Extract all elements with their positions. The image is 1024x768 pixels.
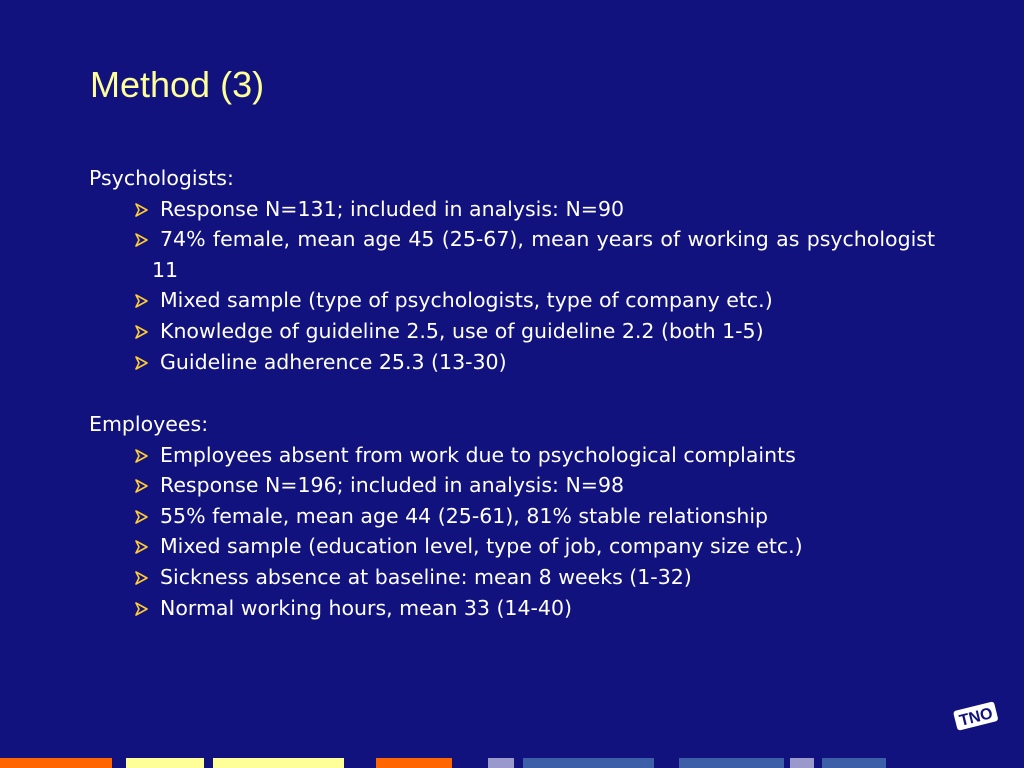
psychologists-item-knowledge xyxy=(89,316,935,347)
bullet-text: Response N=196; included in analysis: N=98 xyxy=(160,473,625,498)
employees-item-demographics xyxy=(89,501,935,532)
psychologists-item-adherence xyxy=(89,347,935,378)
employees-item-response xyxy=(89,470,935,501)
psychologists-item-response xyxy=(89,194,935,225)
footer-color-bar xyxy=(0,758,1024,768)
bullet-text: Guideline adherence 25.3 (13-30) xyxy=(160,349,507,374)
bullet-text: Knowledge of guideline 2.5, use of guideline 2.2 (both 1-5) xyxy=(160,318,764,343)
psychologists-heading: Psychologists: xyxy=(89,166,234,190)
bullet-text: 55% female, mean age 44 (25-61), 81% stable relationship xyxy=(160,503,769,528)
arrow-bullet-icon xyxy=(134,233,148,247)
arrow-bullet-icon xyxy=(134,571,148,585)
psychologists-section xyxy=(89,163,935,377)
bullet-text: Employees absent from work due to psychological complaints xyxy=(160,442,796,467)
footer-segment xyxy=(523,758,654,768)
footer-segment xyxy=(679,758,784,768)
bullet-text: Mixed sample (type of psychologists, type of company etc.) xyxy=(160,288,773,313)
employees-heading: Employees: xyxy=(89,412,209,436)
svg-text:TNO: TNO xyxy=(957,705,995,730)
bullet-text: Sickness absence at baseline: mean 8 weeks (1-32) xyxy=(160,564,692,589)
employees-item-hours xyxy=(89,593,935,624)
arrow-bullet-icon xyxy=(134,325,148,339)
bullet-text: 74% female, mean age 45 (25-67), mean years of working as psychologist 11 xyxy=(152,227,935,282)
bullet-text: Response N=131; included in analysis: N=90 xyxy=(160,196,625,221)
psychologists-item-sample xyxy=(89,285,935,316)
slide-title: Method (3) xyxy=(90,64,265,105)
footer-segment xyxy=(822,758,886,768)
footer-segment xyxy=(790,758,814,768)
footer-segment xyxy=(376,758,452,768)
arrow-bullet-icon xyxy=(134,479,148,493)
arrow-bullet-icon xyxy=(134,203,148,217)
employees-item-sickness xyxy=(89,562,935,593)
bullet-text: Mixed sample (education level, type of job, company size etc.) xyxy=(160,534,803,559)
tno-logo-icon xyxy=(952,697,1000,737)
arrow-bullet-icon xyxy=(134,294,148,308)
footer-segment xyxy=(126,758,204,768)
footer-segment xyxy=(0,758,112,768)
bullet-text: Normal working hours, mean 33 (14-40) xyxy=(160,595,573,620)
psychologists-item-demographics xyxy=(89,224,935,285)
arrow-bullet-icon xyxy=(134,510,148,524)
footer-segment xyxy=(213,758,344,768)
employees-item-absent xyxy=(89,440,935,471)
arrow-bullet-icon xyxy=(134,356,148,370)
employees-section xyxy=(89,409,935,623)
arrow-bullet-icon xyxy=(134,449,148,463)
footer-segment xyxy=(488,758,514,768)
employees-item-sample xyxy=(89,531,935,562)
arrow-bullet-icon xyxy=(134,602,148,616)
arrow-bullet-icon xyxy=(134,540,148,554)
